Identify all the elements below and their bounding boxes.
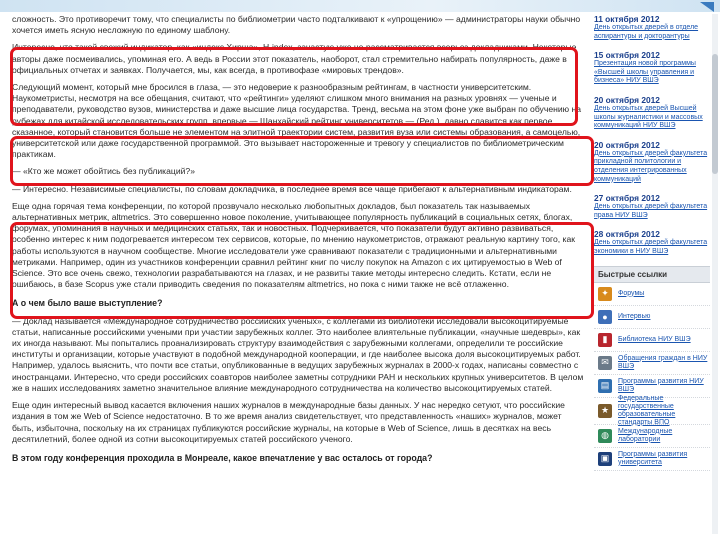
news-date: 27 октября 2012	[594, 193, 660, 204]
news-date: 11 октября 2012	[594, 14, 660, 24]
quick-link-label[interactable]: Международные лаборатории	[618, 427, 673, 443]
news-date: 20 октября 2012	[594, 94, 660, 105]
emblem-icon: ★	[598, 404, 612, 418]
quick-link-label[interactable]: Программы развития НИУ ВШЭ	[618, 377, 704, 393]
forum-icon: ✦	[598, 287, 612, 301]
news-date: 15 октября 2012	[594, 50, 660, 61]
news-item	[594, 229, 710, 256]
quick-link-label[interactable]: Федеральные государственные образовательные стандарты ВПО	[618, 394, 676, 426]
news-link[interactable]: День открытых дверей факультета права НИУ ВШЭ	[594, 203, 708, 219]
quick-link-label[interactable]: Форумы	[618, 289, 645, 297]
interview-question: В этом году конференция проходила в Монреале, какое впечатление у вас осталось от города?	[12, 452, 433, 463]
article-paragraph: Еще один интересный вывод касается включения наших журналов в международные базы данных. У нас нередко сетуют, что российские издания в том же Web of Science недостаточно. В то же время анализ свидетельствует, что представленность «наших» журналов, может быть, избыточна, поскольку на их страницах публикуются российские журналы, на которые в Web of Science, лишь в десятках на весь десятилетний, более одной из сотни высокоцитируемых статей российского ученого.	[12, 400, 565, 444]
article-paragraph: — Интересно. Независимые специалисты, по словам докладчика, в последнее время все чаще прибегают к альтернативным индикаторам.	[12, 183, 572, 194]
article-paragraph-highlighted: Следующий момент, который мне бросился в глаза, — это недоверие к разнообразным рейтингам, в частности университетским. Наукометристы, несмотря на все обещания, считают, что «рейтинги» уделяют слишком много внимания на разных уровнях — ученые и преподаватели, руководство вузов, министерства и даже высшие лица государства. Тренд, весьма на этом фоне уже выбран по обучению на рубежах для китайской исследовательских групп, впервые — Шанхайский рейтинг университетов — (Ред.), давно славится как первое, сказанное, который становится больше не элементом на элитной траектории систем, развития вуза или системы образования, а самоцелью, университетской или даже государственной программой. Это вызывает настороженные и тревогу у специалистов по библиометрическим практикам.	[12, 82, 582, 160]
article-paragraph: — «Кто же может обойтись без публикаций?»	[12, 166, 195, 177]
news-item	[594, 14, 710, 41]
quick-links-header: Быстрые ссылки	[594, 266, 710, 283]
scrollbar-thumb[interactable]	[712, 54, 718, 174]
book-icon: ▮	[598, 333, 612, 347]
article-paragraph-highlighted: Еще одна горячая тема конференции, по которой прозвучало несколько любопытных докладов, был показатель так называемых альтернативных метрик, altmetrics. Это совершенно новое поколение, учитывающее популярность публикаций в социальных сетях, блогах, форумах, упоминания в научных и медицинских статьях, так и новостных. Подчеркивается, что показатели будут активно развиваться, особенно интерес к ним подогревается интересом тех сервисов, которые, по мнению наукометристов, отражают реальную картину того, как работы используются в научном сообществе. Многие исследователи уже сравнивают показатели с традиционными и альтернативными метриками. Например, один из участников конференции сравнил рейтинг книг по числу покупок на Amazon с их цитируемостью в Web of Science. Это все очень свежо, технологии разрабатываются на глазах, и не развиты такие методы интересно следить. Кстати, если не ошибаюсь, в базе Scopus уже стали приводить сведения по показателям altmetrics, но пока с ними также не всё отлаженно.	[12, 200, 576, 290]
quick-link-label[interactable]: Библиотека НИУ ВШЭ	[618, 335, 691, 343]
scrollbar[interactable]	[712, 14, 718, 534]
news-link[interactable]: День открытых дверей в отделе аспирантуры и докторантуры	[594, 24, 699, 40]
news-link[interactable]: День открытых дверей факультета прикладной политологии и отделения интегрированных коммуникаций	[594, 149, 708, 183]
news-link[interactable]: Презентация новой программы «Высшей школы управления и бизнеса» НИУ ВШЭ	[594, 60, 696, 85]
document-icon: ▤	[598, 379, 612, 393]
article-paragraph: сложность. Это противоречит тому, что специалисты по библиометрии часто подталкивают к «упрощению» — администраторы науки обычно хочется иметь ясную несложную по единому шаблону.	[12, 14, 581, 36]
article-paragraph-highlighted: Интересно, что такой свежий индикатор, как «индекс Хирша», H-index, зачастую уже не рассматривается всерьез докладчиками. Некоторые авторы даже посмеивались, упоминая его. А ведь в России этот показатель, наоборот, стал стремительно набирать популярность, даже в официальных отчетах и заявках. Получается, мы, как всегда, в противофазе «мировых трендов».	[12, 42, 577, 75]
corner-triangle-icon	[700, 2, 714, 12]
news-item	[594, 140, 710, 184]
top-decorative-stripe	[0, 0, 720, 12]
quick-link-labs[interactable]	[594, 425, 710, 448]
quick-link-university-programs[interactable]	[594, 448, 710, 471]
globe-icon: ◍	[598, 429, 612, 443]
sidebar	[594, 14, 710, 534]
quick-link-forums[interactable]	[594, 283, 710, 306]
article-paragraph: — Доклад называется «Международное сотрудничество российских ученых», с коллегами из библиотеки исследовали высокоцитируемые статьи, написанные российскими учеными при участии зарубежных коллег. Это наиболее влиятельные публикации, «научные шедевры», как их иногда называют. Мы попытались проанализировать структуру взаимодействия с зарубежными коллегами, определили те российские институты и организации, которые участвуют в подобной международной кооперации, и где наиболее высока доля высокоцитируемых работ. Например, удалось выяснить, что почти все статьи, опубликованные в ведущих зарубежных журналах в 2000-х годах, написаны совместно с иностранцами. Интересно, что среди российских соавторов наиболее заметны сотрудники РАН и нескольких крупных университетов. В целом же в наших исследованиях заметно значительное влияние международного сотрудничества на количество высокоцитируемых статей.	[12, 315, 584, 393]
quick-link-label[interactable]: Программы развития университета	[618, 450, 688, 466]
interview-question: А о чем было ваше выступление?	[12, 298, 163, 309]
microphone-icon: ●	[598, 310, 612, 324]
quick-link-interviews[interactable]	[594, 306, 710, 329]
quick-link-label[interactable]: Интервью	[618, 312, 651, 320]
quick-link-label[interactable]: Обращения граждан в НИУ ВШЭ	[618, 354, 708, 370]
news-item	[594, 50, 710, 86]
quick-link-library[interactable]	[594, 329, 710, 352]
news-date: 28 октября 2012	[594, 229, 660, 240]
mail-icon: ✉	[598, 356, 612, 370]
quick-link-appeals[interactable]	[594, 352, 710, 375]
article-body	[12, 14, 584, 534]
news-item	[594, 95, 710, 131]
news-date: 20 октября 2012	[594, 139, 660, 150]
quick-link-standards[interactable]	[594, 394, 710, 426]
hse-logo-icon: ▣	[598, 452, 612, 466]
news-item	[594, 193, 710, 220]
news-link[interactable]: День открытых дверей Высшей школы журналистики и массовых коммуникаций НИУ ВШЭ	[594, 104, 703, 130]
news-link[interactable]: День открытых дверей факультета экономики в НИУ ВШЭ	[594, 239, 708, 255]
